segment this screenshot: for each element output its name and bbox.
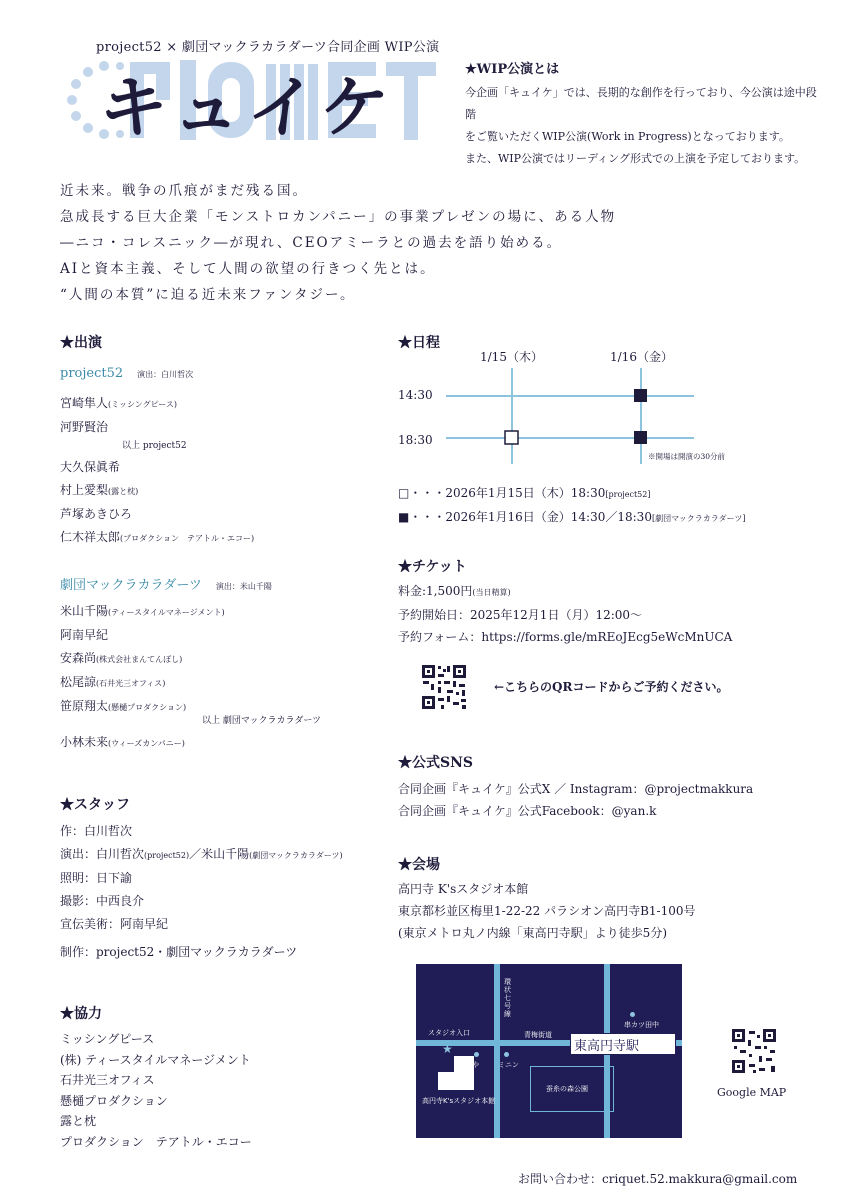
map-park-label: 蚕糸の森公園 — [546, 1085, 588, 1093]
schedule-day2: 1/16（金） — [610, 350, 673, 364]
group-director: 演出：白川哲次 — [137, 370, 194, 379]
schedule-day1: 1/15（木） — [480, 350, 543, 364]
sns-facebook[interactable]: 合同企画『キュイケ』公式Facebook：@yan.k — [398, 804, 657, 818]
map-road-label-ome: 青梅街道 — [524, 1031, 552, 1039]
ticket-form-link[interactable]: 予約フォーム：https://forms.gle/mREoJEcg5eWcMnUCA — [398, 630, 733, 644]
cast-member: 宮崎隼人(ミッシングピース) — [60, 396, 178, 410]
cast-group-project52 — [60, 366, 193, 381]
title-logo — [60, 54, 440, 146]
staff-lighting: 照明：日下諭 — [60, 871, 133, 885]
staff-author: 作：白川哲次 — [60, 824, 133, 838]
cast-member: 米山千陽(ティースタイルマネージメント) — [60, 604, 225, 618]
staff-list — [60, 820, 343, 936]
cooperation-item: ミッシングピース — [60, 1032, 155, 1046]
staff-production: 制作：project52・劇団マックラカラダーツ — [60, 945, 298, 959]
cast-member: 阿南早紀 — [60, 628, 109, 642]
cooperation-item: 石井光三オフィス — [60, 1073, 155, 1087]
group-name: project52 — [60, 366, 124, 381]
intro-line: 近未来。戦争の爪痕がまだ残る国。 — [60, 183, 308, 199]
cooperation-item: 懸樋プロダクション — [60, 1093, 168, 1108]
wip-description — [465, 82, 825, 170]
performance-marker-0115-1830 — [505, 431, 518, 444]
ticket-qr-code[interactable] — [421, 664, 467, 710]
staff-direction: 演出：白川哲次(project52)／米山千陽(劇団マックラカラダーツ) — [60, 847, 343, 861]
map-qr-code[interactable] — [731, 1028, 777, 1074]
cast-member: 小林未来(ウィーズカンパニー) — [60, 735, 185, 749]
group-name: 劇団マックラカラダーツ — [60, 578, 202, 593]
map-entrance-icon: ★ — [442, 1042, 453, 1056]
cast-member: 村上愛梨(露と枕) — [60, 483, 139, 497]
staff-art: 宣伝美術：阿南早紀 — [60, 917, 169, 931]
schedule-time2: 18:30 — [398, 433, 433, 447]
event-subtitle: project52 × 劇団マックラカラダーツ合同企画 WIP公演 — [96, 40, 440, 55]
staff-heading: ★スタッフ — [60, 797, 130, 813]
group-footer: 以上 project52 — [122, 441, 187, 451]
cast-list-1a — [60, 392, 177, 439]
venue-info — [398, 878, 696, 944]
cooperation-list — [60, 1029, 252, 1152]
cooperation-item: プロダクション テアトル・エコー — [60, 1134, 252, 1149]
wip-line: 今企画「キュイケ」では、長期的な創作を行っており、今公演は途中段階 — [465, 86, 817, 121]
cast-list-2a — [60, 600, 225, 719]
google-map-link[interactable]: Google MAP — [717, 1086, 787, 1099]
schedule-note: ※開場は開演の30分前 — [648, 452, 726, 461]
cast-member: 安森尚(株式会社まんてんぼし) — [60, 651, 183, 665]
wip-line: をご覧いただくWIP公演(Work in Progress)となっております。 — [465, 130, 790, 143]
intro-line: “人間の本質”に迫る近未来ファンタジー。 — [60, 287, 356, 303]
wip-line: また、WIP公演ではリーディング形式での上演を予定しております。 — [465, 152, 806, 165]
cast-group-makkura — [60, 574, 272, 593]
cast-member: 笹原翔太(懸樋プロダクション) — [60, 699, 187, 713]
logo-text: キュイケ — [95, 69, 399, 148]
qr-caption: ←こちらのQRコードからご予約ください。 — [494, 680, 729, 694]
schedule-legend — [398, 482, 745, 530]
ticket-start: 予約開始日：2025年12月1日（月）12:00～ — [398, 608, 643, 622]
intro-line: ―ニコ・コレスニック―が現れ、CEOアミーラとの過去を語り始める。 — [60, 235, 563, 251]
sns-x-instagram[interactable]: 合同企画『キュイケ』公式X ／ Instagram：@projectmakkura — [398, 782, 754, 796]
wip-heading: ★WIP公演とは — [465, 62, 560, 77]
venue-name: 高円寺 K'sスタジオ本館 — [398, 882, 529, 896]
venue-heading: ★会場 — [398, 857, 440, 873]
map-shop-label: ミニン — [498, 1061, 519, 1069]
cast-member: 松尾諒(石井光三オフィス) — [60, 675, 166, 689]
contact-email[interactable]: お問い合わせ：criquet.52.makkura@gmail.com — [518, 1172, 798, 1186]
cast-member: 仁木祥太郎(プロダクション テアトル・エコー) — [60, 530, 255, 544]
legend-row: □・・・2026年1月15日（木）18:30[project52] — [398, 486, 651, 500]
map-entrance-label: スタジオ入口 — [428, 1029, 470, 1037]
cast-list-1b — [60, 456, 254, 550]
cast-member: 芦塚あきひろ — [60, 507, 133, 521]
intro-line: AIと資本主義、そして人間の欲望の行きつく先とは。 — [60, 261, 436, 277]
cooperation-item: 露と枕 — [60, 1114, 97, 1128]
map-shop-label: 長浜や — [458, 1061, 479, 1069]
venue-access: (東京メトロ丸ノ内線「東高円寺駅」より徒歩5分) — [398, 926, 667, 940]
staff-photo: 撮影：中西良介 — [60, 894, 145, 908]
sns-list — [398, 778, 753, 822]
cast-member: 河野賢治 — [60, 420, 109, 434]
performance-marker-0116-1430 — [634, 389, 647, 402]
cooperation-item: (株) ティースタイルマネージメント — [60, 1052, 251, 1067]
cast-heading: ★出演 — [60, 335, 102, 351]
schedule-heading: ★日程 — [398, 335, 440, 351]
map-dot — [630, 1012, 635, 1017]
map-road-kannana — [494, 964, 500, 1138]
map-station: 東高円寺駅 — [574, 1039, 640, 1054]
group-director: 演出：米山千陽 — [215, 582, 272, 591]
performance-marker-0116-1830 — [634, 431, 647, 444]
ticket-price: 料金:1,500円(当日精算) — [398, 584, 511, 598]
story-intro — [60, 178, 616, 308]
cooperation-heading: ★協力 — [60, 1006, 102, 1022]
map-dot — [474, 1052, 479, 1057]
cast-list-2b — [60, 731, 185, 755]
ticket-info — [398, 580, 732, 648]
ticket-heading: ★チケット — [398, 559, 467, 575]
group-footer: 以上 劇団マックラカラダーツ — [202, 716, 322, 726]
map-shop-label: 串カツ田中 — [624, 1021, 659, 1029]
schedule-time1: 14:30 — [398, 388, 433, 402]
venue-map — [416, 964, 682, 1138]
map-road-label-kanana: 環状七号線 — [504, 978, 511, 1018]
intro-line: 急成長する巨大企業「モンストロカンパニー」の事業プレゼンの場に、ある人物 — [60, 209, 617, 225]
legend-row: ■・・・2026年1月16日（金）14:30／18:30[劇団マックラカラダーツ] — [398, 510, 746, 524]
sns-heading: ★公式SNS — [398, 755, 474, 771]
venue-address: 東京都杉並区梅里1-22-22 パラシオン高円寺B1-100号 — [398, 904, 696, 918]
map-studio-label: 高円寺K'sスタジオ本館 — [422, 1097, 496, 1105]
cast-member: 大久保眞希 — [60, 460, 121, 474]
map-dot — [504, 1052, 509, 1057]
